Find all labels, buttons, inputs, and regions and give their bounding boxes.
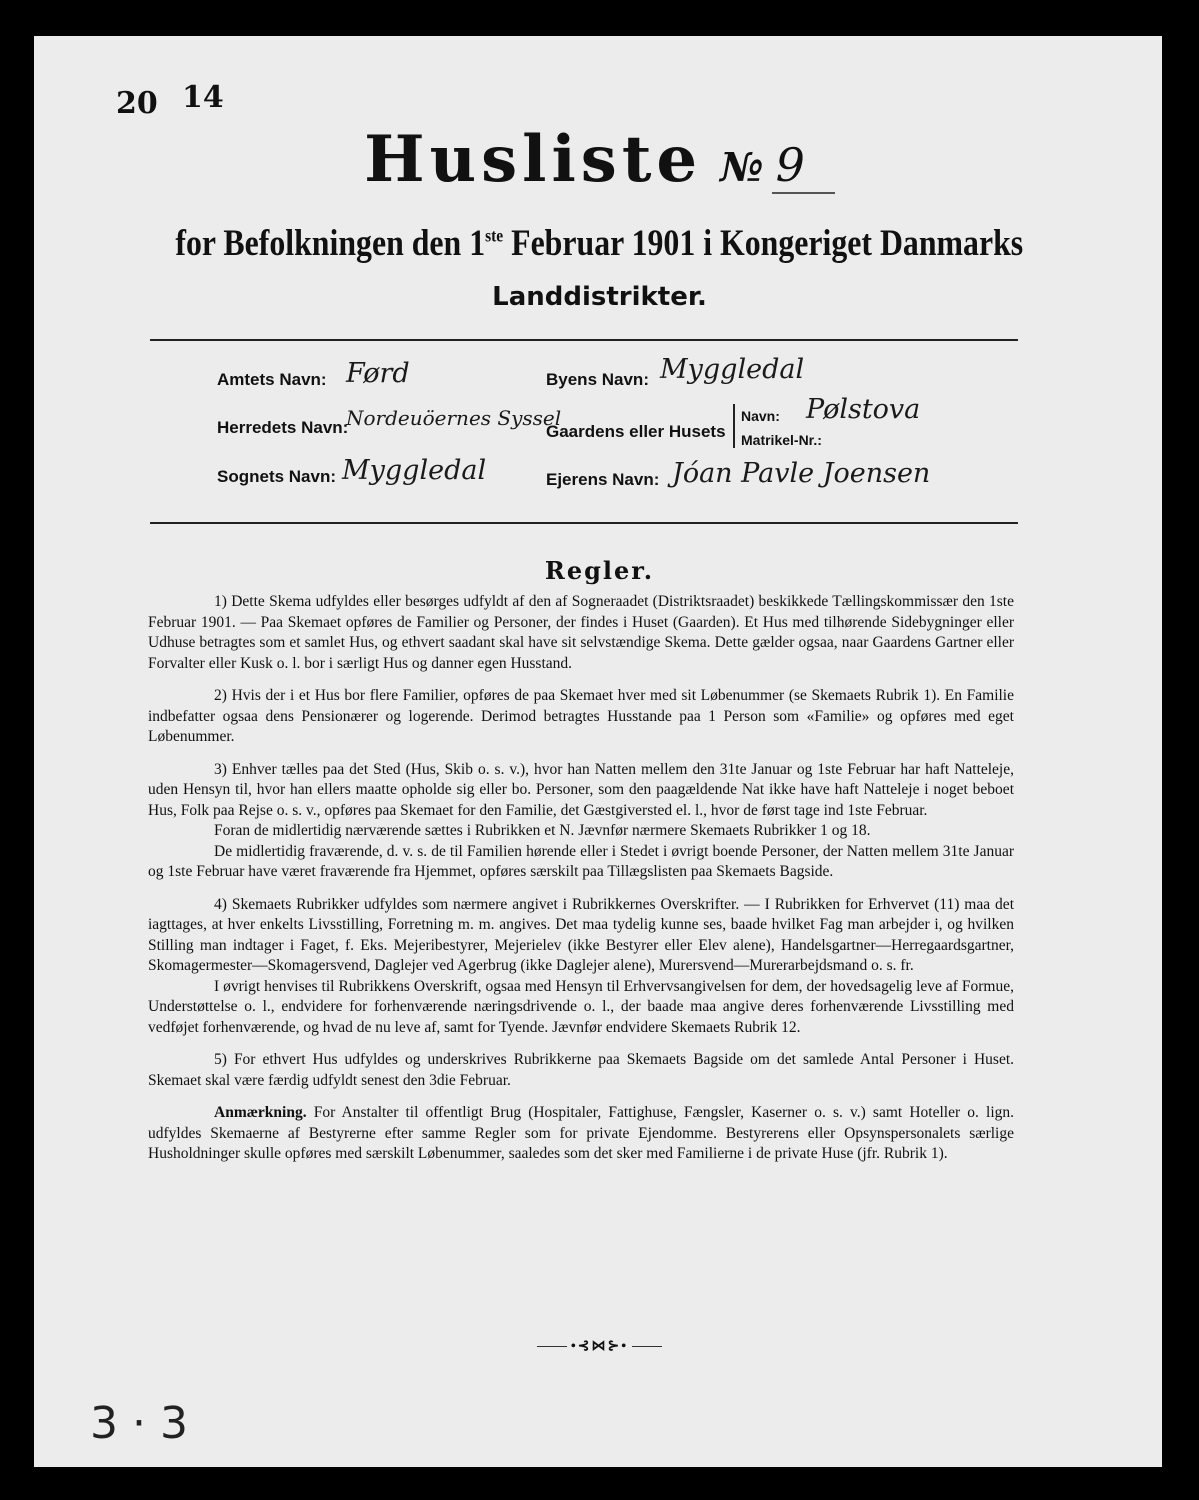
subtitle-pre: for Befolkningen den 1: [175, 223, 486, 264]
list-number: 9: [772, 138, 835, 194]
rules-heading: Regler.: [544, 556, 655, 585]
navn-value: Pølstova: [806, 394, 921, 425]
amtets-value: Førd: [346, 358, 410, 389]
field-brace: [733, 404, 735, 448]
ejerens-label: Ejerens Navn:: [546, 470, 660, 489]
rule-5: 5) For ethvert Hus udfyldes og underskrives Rubrikkerne paa Skemaets Bagside om det samlede Antal Personer i Huset. Skemaet skal være færdig udfyldt senest den 3die Februar.: [148, 1051, 1014, 1089]
sognets-value: Myggledal: [342, 455, 487, 486]
ejerens-value: Jóan Pavle Joensen: [672, 458, 931, 489]
sognets-label: Sognets Navn:: [217, 467, 337, 486]
herredets-value: Nordeuöernes Syssel: [346, 406, 562, 430]
rule-4-note: I øvrigt henvises til Rubrikkens Overskrift, ogsaa med Hensyn til Erhvervsangivelsen for dem, der hovedsagelig leve af Formue, Understøttelse o. l., endvidere for forhenværende næringsdrivende o. l., der baade maa angive deres forhenværende Livsstilling med vedføjet forhenværende, og hvad de nu leve af, samt for Tyende. Jævnfør endvidere Skemaets Rubrik 12.: [148, 977, 1014, 1036]
subtitle: [84, 222, 1115, 265]
page-title: [0, 122, 1199, 197]
byens-value: Myggledal: [660, 354, 805, 385]
rule-3-fravaerende: De midlertidig fraværende, d. v. s. de til Familien hørende eller i Stedet i øvrigt boende Personer, der Natten mellem 31te Januar og 1ste Februar have været fraværende fra Hjemmet, opføres særskilt paa Tillægslisten paa Skemaets Bagside.: [148, 842, 1014, 880]
rule-3: 3) Enhver tælles paa det Sted (Hus, Skib o. s. v.), hvor han Natten mellem den 31te Januar og 1ste Februar har haft Natteleje, uden Hensyn til, hvor han ellers maatte opholde sig eller bo. Personer, som den paagældende Nat ikke have haft Natteleje i noget beboet Hus, Folk paa Rejse o. s. v., opføres paa Skemaet for den Familie, det Gæstgiversted el. l., hvor de først tage ind 1ste Februar.: [148, 760, 1014, 819]
rule-2: 2) Hvis der i et Hus bor flere Familier, opføres de paa Skemaet hver med sit Løbenummer (se Skemaets Rubrik 1). En Familie indbefatter ogsaa dens Pensionærer og logerende. Derimod betragtes Husstande paa 1 Person som «Familie» og opføres med eget Løbenummer.: [148, 687, 1014, 745]
district-heading: Landdistrikter.: [492, 282, 707, 312]
navn-label: Navn:: [741, 408, 780, 424]
title-label: Husliste: [364, 122, 703, 197]
subtitle-sup: ste: [485, 225, 504, 246]
annotation-text: For Anstalter til offentligt Brug (Hospitaler, Fattighuse, Fængsler, Kaserner o. s. v.) samt Hoteller o. lign. udfyldes Skemaerne af Bestyrerne efter samme Regler som for private Ejendomme. Bestyrerens eller Opsynspersonalets særlige Husholdninger skulle opføres med særskilt Løbenummer, saaledes som det sker med Familierne i de private Huse (jfr. Rubrik 1).: [148, 1104, 1014, 1162]
ornament: [0, 1338, 1199, 1355]
bottom-divider: [150, 522, 1018, 524]
number-sign: №: [720, 144, 764, 191]
rule-1: 1) Dette Skema udfyldes eller besørges udfyldt af den af Sogneraadet (Distriktsraadet) beskikkede Tællingskommissær den 1ste Februar 1901. — Paa Skemaet opføres de Familier og Personer, der findes i Huset (Gaarden). Et Hus med tilhørende Sidebygninger eller Udhuse betragtes som et samlet Hus, og ethvert saadant skal have sit selvstændige Skema. Dette gælder ogsaa, naar Gaardens Gartner eller Forvalter eller Kusk o. l. bor i særligt Hus og danner egen Husstand.: [148, 593, 1014, 672]
annotation: [148, 1103, 1014, 1165]
corner-number-right: 14: [182, 80, 224, 115]
amtets-label: Amtets Navn:: [217, 370, 327, 389]
matrikel-label: Matrikel-Nr.:: [741, 432, 822, 448]
gaardens-label: Gaardens eller Husets: [546, 422, 726, 441]
herredets-label: Herredets Navn:: [217, 418, 349, 437]
ornament-glyphs: •⊰⋈⊱•: [570, 1339, 629, 1354]
annotation-label: Anmærkning.: [214, 1104, 307, 1121]
rule-4: 4) Skemaets Rubrikker udfyldes som nærmere angivet i Rubrikkernes Overskrifter. — I Rubrikken for Erhvervet (11) maa det iagttages, at hver enkelts Livsstilling, Forretning m. m. angives. Det maa tydelig kunne ses, baade hvilket Fag man arbejder i, og hvilken Stilling man indtager i Faget, f. Eks. Mejeribestyrer, Mejerielev (ikke Bestyrer eller Elev alene), Handelsgartner—Herregaardsgartner, Skomagermester—Skomagersvend, Daglejer ved Agerbrug (ikke Daglejer alene), Murersvend—Murerarbejdsmand o. s. fr.: [148, 895, 1014, 974]
rules-body: [148, 592, 1014, 1177]
footer-handwritten: 3 · 3: [90, 1398, 188, 1449]
byens-label: Byens Navn:: [546, 370, 649, 389]
corner-number-left: 20: [116, 86, 158, 121]
subtitle-post: Februar 1901 i Kongeriget Danmarks: [503, 223, 1024, 264]
top-divider: [150, 339, 1018, 341]
rule-3-foran: Foran de midlertidig nærværende sættes i Rubrikken et N. Jævnfør nærmere Skemaets Rubrikker 1 og 18.: [214, 822, 871, 839]
